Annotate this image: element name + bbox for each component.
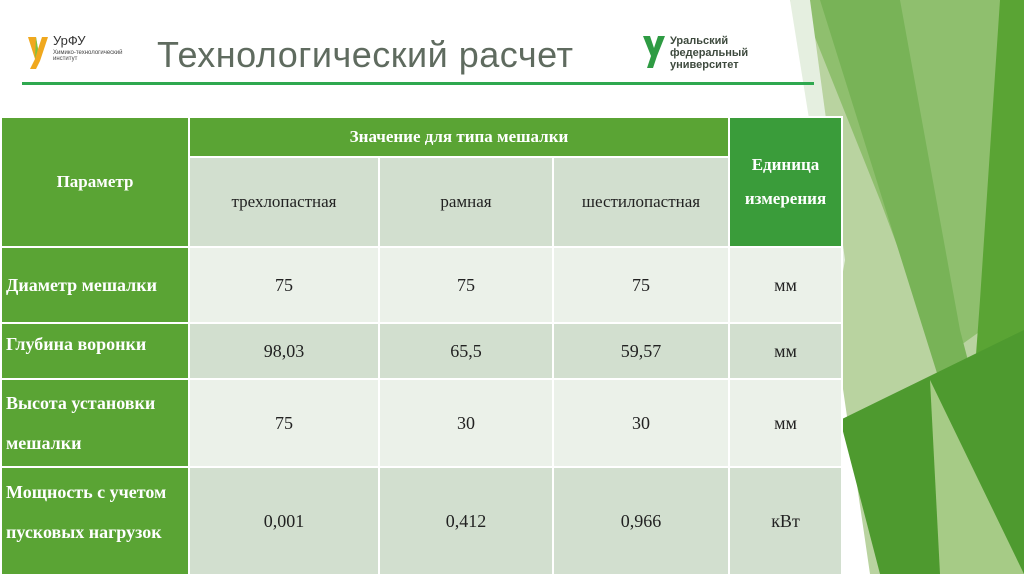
title-divider [22,82,814,85]
urfu-institute-logo [26,33,126,79]
calculation-table [0,116,843,576]
cell-value: 0,966 [553,467,729,575]
table-row [1,323,842,379]
header-value-group: Значение для типа мешалки [189,117,729,157]
university-name [670,35,748,71]
cell-value: 75 [553,247,729,323]
table-row [1,467,842,575]
row-parameter: Диаметр мешалки [1,247,189,323]
university-name-line1: Уральский [670,35,729,47]
header-type-three-blade: трехлопастная [189,157,379,247]
header-type-frame: рамная [379,157,553,247]
header-unit: Единица измерения [729,117,842,247]
table-row [1,379,842,467]
cell-value: 30 [553,379,729,467]
cell-unit: мм [729,323,842,379]
urfu-university-logo [642,34,772,74]
table-header-row [1,117,842,157]
cell-value: 0,001 [189,467,379,575]
urfu-y-icon [642,34,666,72]
cell-value: 65,5 [379,323,553,379]
row-parameter: Мощность с учетом пусковых нагрузок [1,467,189,575]
cell-value: 30 [379,379,553,467]
row-parameter: Глубина воронки [1,323,189,379]
cell-value: 75 [379,247,553,323]
university-name-line3: университет [670,59,739,71]
cell-value: 59,57 [553,323,729,379]
row-parameter: Высота установки мешалки [1,379,189,467]
cell-value: 75 [189,379,379,467]
urfu-mark-icon [26,33,50,73]
cell-value: 98,03 [189,323,379,379]
logo-institute-name: Химико-технологический институт [53,50,123,62]
cell-unit: мм [729,379,842,467]
header-parameter: Параметр [1,117,189,247]
cell-unit: кВт [729,467,842,575]
cell-value: 75 [189,247,379,323]
logo-abbreviation: УрФУ [53,33,86,48]
university-name-line2: федеральный [670,47,749,59]
header-type-six-blade: шестилопастная [553,157,729,247]
cell-unit: мм [729,247,842,323]
table-row [1,247,842,323]
page-title: Технологический расчет [157,34,574,75]
cell-value: 0,412 [379,467,553,575]
